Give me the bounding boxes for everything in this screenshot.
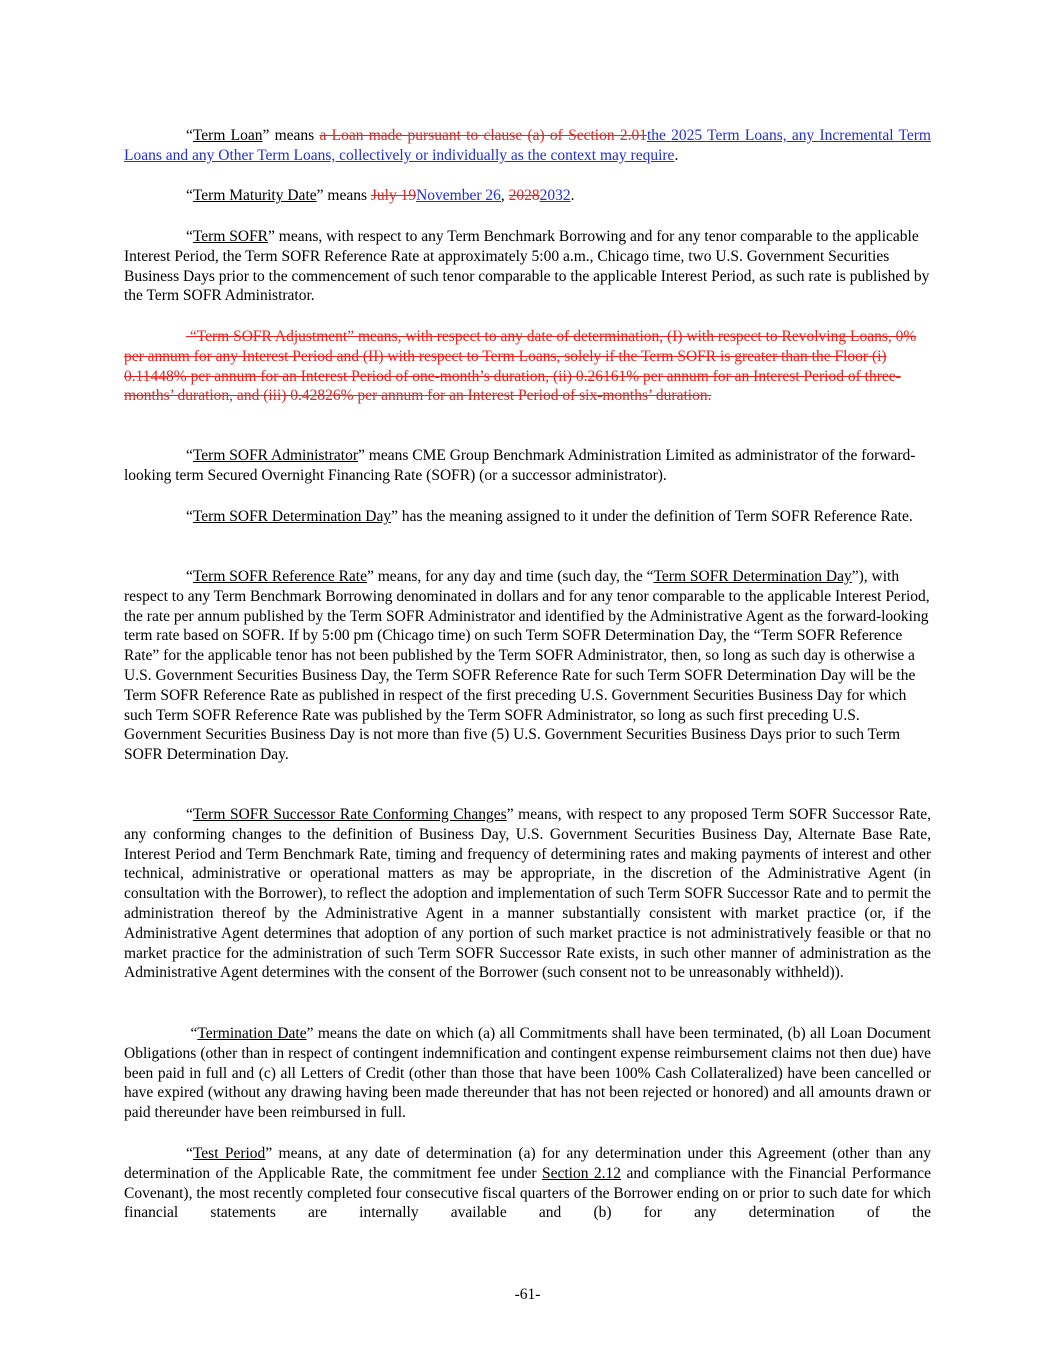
definition-text: and compliance with the Financial Performance Covenant), the most recently completed four consecutive fiscal quarters of the Borrower ending on or prior to such date for which financial statements are internally available and (b) for any determination of the — [124, 1164, 931, 1222]
quote-open: “ — [186, 127, 193, 144]
quote-open: “ — [186, 187, 193, 204]
quote-open: “ — [186, 447, 193, 464]
definition-term-sofr-reference-rate — [124, 567, 931, 765]
defined-term: Term SOFR Successor Rate Conforming Changes — [192, 806, 507, 823]
definition-text: ”), with respect to any Term Benchmark Borrowing denominated in dollars and for any tenor comparable to the applicable Interest Period, the rate per annum published by the Term SOFR Administrator and identified by the Administrative Agent as the forward-looking term rate based on SOFR. If by 5:00 pm (Chicago time) on such Term SOFR Determination Day, the “Term SOFR Reference Rate” for the applicable tenor has not been published by the Term SOFR Administrator, then, so long as such day is otherwise a U.S. Government Securities Business Day, the Term SOFR Reference Rate for such Term SOFR Determination Day will be the Term SOFR Reference Rate as published in respect of the first preceding U.S. Government Securities Business Day for which such Term SOFR Reference Rate was published by the Term SOFR Administrator, so long as such first preceding U.S. Government Securities Business Day is not more than five (5) U.S. Government Securities Business Days prior to such Term SOFR Determination Day. — [124, 568, 930, 764]
definition-text: ” means CME Group Benchmark Administration Limited as administrator of the forward-looking term Secured Overnight Financing Rate (SOFR) (or a successor administrator). — [124, 447, 916, 484]
definition-text: , — [500, 187, 509, 204]
definition-text: ” means the date on which (a) all Commitments shall have been terminated, (b) all Loan Document Obligations (other than in respect of contingent indemnification and contingent expense reimbursement claims not then due) have been paid in full and (c) all Letters of Credit (other than those that have been 100% Cash Collateralized) have been cancelled or have expired (without any drawing having been made thereunder that has not been rejected or honored) and all amounts drawn or paid thereunder have been reimbursed in full. — [124, 1025, 931, 1122]
section-reference: Section 2.12 — [541, 1164, 622, 1182]
definition-text: ” means, with respect to any proposed Term SOFR Successor Rate, any conforming changes to the definition of Business Day, U.S. Government Securities Business Day, Alternate Base Rate, Interest Period and Term Benchmark Rate, timing and frequency of determining rates and making payments of interest and other technical, administrative or operational matters as may be appropriate, in the discretion of the Administrative Agent (in consultation with the Borrower), to reflect the adoption and implementation of such Term SOFR Successor Rate and to permit the administration thereof by the Administrative Agent in a manner substantially consistent with market practice (or, if the Administrative Agent determines that adoption of any portion of such market practice is not administratively feasible or that no market practice for the administration of such Term SOFR Successor Rate exists, in such other manner of administration as the Administrative Agent determines with the consent of the Borrower (such consent not to be unreasonably withheld)). — [124, 806, 932, 982]
defined-term: Term Maturity Date — [192, 187, 317, 204]
definition-term-sofr-determination-day — [124, 507, 931, 527]
defined-term: Term Loan — [192, 127, 263, 144]
definition-text: ” means — [262, 127, 320, 144]
definition-term-sofr — [124, 227, 931, 306]
definition-text: ” means — [316, 187, 371, 204]
page-number: -61- — [514, 1286, 541, 1303]
defined-term: Term SOFR — [192, 228, 269, 245]
quote-open: “ — [186, 806, 193, 823]
definition-term-maturity-date — [124, 186, 931, 206]
deleted-text: a Loan made pursuant to clause (a) of Section 2.01 — [319, 127, 647, 144]
definition-term-loan — [124, 126, 931, 166]
definition-text: ” means, at any date of determination (a) for any determination under this Agreement (other than any determination of the Applicable Rate, the commitment fee under — [124, 1145, 931, 1182]
inserted-text: the 2025 Term Loans, any Incremental Term Loans and any Other Term Loans, collectively or individually as the context may require — [124, 127, 931, 164]
definition-term-sofr-adjustment-deleted — [124, 327, 931, 406]
defined-term: Test Period — [192, 1145, 266, 1162]
definition-test-period — [124, 1144, 931, 1223]
quote-open: “ — [186, 228, 193, 245]
quote-open: “ — [186, 1145, 193, 1162]
deleted-text: 2028 — [508, 187, 540, 204]
definition-term-sofr-administrator — [124, 446, 931, 486]
definition-termination-date — [124, 1024, 931, 1123]
definition-text: ” has the meaning assigned to it under the definition of Term SOFR Reference Rate. — [391, 508, 913, 525]
defined-term: Termination Date — [197, 1025, 307, 1042]
definition-text: . — [674, 146, 679, 164]
definition-text: ” means, for any day and time (such day, the “ — [367, 568, 654, 585]
deleted-text: “Term SOFR Adjustment” means, with respect to any date of determination, (I) with respect to Revolving Loans, 0% per annum for any Interest Period and (II) with respect to Term Loans, solely if the Term SOFR is greater than the Floor (i) 0.11448% per annum for an Interest Period of one-month’s duration, (ii) 0.26161% per annum for an Interest Period of three-months’ duration, and (iii) 0.42826% per annum for an Interest Period of six-months’ duration. — [124, 328, 917, 405]
inserted-text: 2032 — [539, 187, 571, 204]
defined-term: Term SOFR Administrator — [192, 447, 359, 464]
definition-term-sofr-successor-rate-conforming-changes — [124, 805, 931, 983]
definition-text: ” means, with respect to any Term Benchmark Borrowing and for any tenor comparable to the applicable Interest Period, the Term SOFR Reference Rate at approximately 5:00 a.m., Chicago time, two U.S. Government Securities Business Days prior to the commencement of such tenor comparable to the applicable Interest Period, as such rate is published by the Term SOFR Administrator. — [124, 228, 930, 305]
quote-open: “ — [186, 1025, 198, 1042]
quote-open: “ — [186, 508, 193, 525]
quote-open: “ — [186, 568, 193, 585]
definition-text: . — [570, 187, 575, 204]
defined-term: Term SOFR Reference Rate — [192, 568, 367, 585]
deleted-text: July 19 — [370, 187, 417, 204]
defined-term: Term SOFR Determination Day — [653, 568, 852, 585]
inserted-text: November 26 — [416, 187, 501, 204]
defined-term: Term SOFR Determination Day — [192, 508, 392, 525]
